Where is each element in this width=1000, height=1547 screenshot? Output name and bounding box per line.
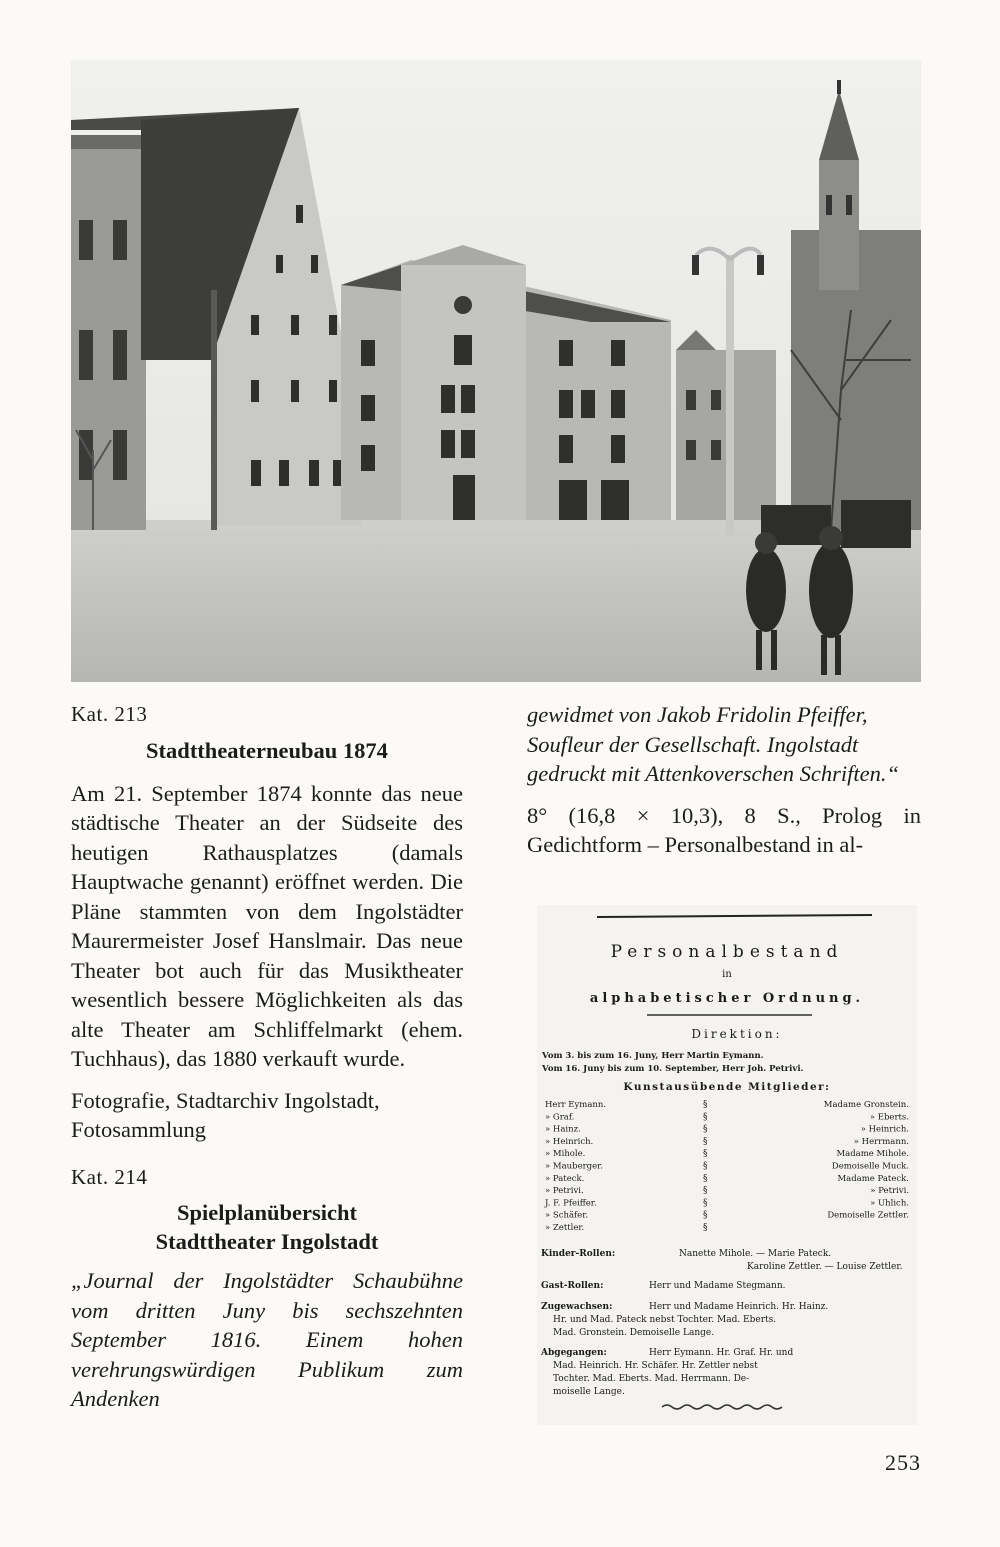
page-number: 253 [885, 1450, 921, 1475]
clip-left-member: » Mihole. [545, 1149, 586, 1160]
clip-zugewachsen-3: Mad. Gronstein. Demoiselle Lange. [553, 1328, 715, 1338]
clip-abgegangen-label: Abgegangen: [541, 1348, 607, 1358]
clip-zugewachsen-2: Hr. und Mad. Pateck nebst Tochter. Mad. Eberts. [553, 1315, 777, 1325]
clip-left-member: J. F. Pfeiffer. [545, 1198, 597, 1209]
catalog-number-214: Kat. 214 [71, 1164, 148, 1189]
clip-right-member: » Heinrich. [860, 1124, 909, 1135]
catalog-title-214-line1: Spielplanübersicht [176, 1200, 358, 1225]
clip-right-member: » Uhlich. [870, 1198, 909, 1209]
clip-right-member: Demoiselle Zettler. [827, 1210, 909, 1221]
clip-right-member: Madame Pateck. [837, 1173, 909, 1184]
clip-brace-mark: § [703, 1112, 708, 1123]
clip-kinder-label: Kinder-Rollen: [541, 1249, 616, 1259]
clip-left-member: Herr Eymann. [545, 1100, 607, 1110]
clip-brace-mark: § [703, 1210, 708, 1221]
clip-heading2: in [722, 969, 732, 980]
clip-left-member: » Schäfer. [545, 1210, 589, 1221]
clip-gast-1: Herr und Madame Stegmann. [649, 1281, 786, 1291]
clip-left-member: » Hainz. [545, 1124, 581, 1135]
right-column [527, 700, 921, 860]
clip-heading3: alphabetischer Ordnung. [589, 991, 865, 1006]
clip-brace-mark: § [703, 1149, 708, 1160]
clip-left-member: » Heinrich. [545, 1136, 594, 1147]
catalog-source-213: Fotografie, Stadtarchiv Ingolstadt, Fotosammlung [71, 1087, 380, 1142]
clip-gast-label: Gast-Rollen: [541, 1281, 604, 1291]
catalog-quote-214: „Journal der Ingolstädter Schaubühne vom dritten Juny bis sechszehnten September 1816. Einem hohen verehrungswürdigen Publikum zum Andenken [71, 1268, 463, 1411]
clip-direktion: Direktion: [691, 1027, 783, 1041]
clip-brace-mark: § [703, 1161, 708, 1172]
clip-brace-mark: § [703, 1100, 708, 1110]
document-clipping [537, 905, 917, 1425]
catalog-title-213: Stadttheaterneubau 1874 [146, 737, 388, 763]
theatre-photo [71, 60, 921, 682]
clip-left-member: » Petrivi. [545, 1186, 584, 1197]
clip-members-head: Kunstausübende Mitglieder: [623, 1081, 831, 1093]
clip-brace-mark: § [703, 1136, 708, 1147]
clip-kinder-2: Karoline Zettler. — Louise Zettler. [747, 1262, 903, 1272]
catalog-title-214-line2: Stadttheater Ingolstadt [155, 1229, 379, 1254]
clip-left-member: » Pateck. [545, 1173, 585, 1184]
clip-zugewachsen-label: Zugewachsen: [541, 1302, 613, 1312]
clip-right-member: Demoiselle Muck. [831, 1161, 909, 1172]
clip-left-member: » Mauberger. [545, 1161, 603, 1172]
left-column [71, 700, 463, 1414]
clip-kinder-1: Nanette Mihole. — Marie Pateck. [679, 1249, 832, 1259]
clip-abgegangen-2: Mad. Heinrich. Hr. Schäfer. Hr. Zettler nebst [553, 1361, 758, 1371]
clip-right-member: Madame Gronstein. [823, 1100, 909, 1110]
clip-brace-mark: § [703, 1124, 708, 1135]
clip-left-member: » Graf. [545, 1112, 575, 1123]
clip-brace-mark: § [703, 1173, 708, 1184]
clip-right-member: » Petrivi. [870, 1186, 909, 1197]
clip-dir-line1: Vom 3. bis zum 16. Juny, Herr Martin Eymann. [542, 1051, 764, 1061]
clip-brace-mark: § [703, 1223, 708, 1233]
clip-brace-mark: § [703, 1186, 708, 1197]
clip-braces [703, 1100, 708, 1233]
catalog-body-213: Am 21. September 1874 konnte das neue städtische Theater an der Südseite des heutigen Rathausplatzes (damals Hauptwache genannt) eröffnet werden. Die Pläne stammten von dem Ingolstädter Maurermeister Josef Hanslmair. Das neue Theater bot auch für das Musiktheater wesentlich bessere Möglichkeiten als das alte Theater am Schliffelmarkt (ehem. Tuchhaus), das 1880 verkauft wurde. [71, 780, 463, 1071]
clip-abgegangen-1: Herr Eymann. Hr. Graf. Hr. und [649, 1348, 794, 1358]
clip-dir-line2: Vom 16. Juny bis zum 10. September, Herr Joh. Petrivi. [542, 1064, 804, 1074]
catalog-title-214 [71, 1198, 463, 1256]
catalog-number-213: Kat. 213 [71, 702, 148, 726]
clip-brace-mark: § [703, 1198, 708, 1209]
clip-heading1: Personalbestand [610, 942, 844, 962]
clip-zugewachsen-1: Herr und Madame Heinrich. Hr. Hainz. [649, 1302, 829, 1312]
clip-abgegangen-3: Tochter. Mad. Eberts. Mad. Herrmann. De- [553, 1374, 750, 1384]
catalog-details-214: 8° (16,8 × 10,3), 8 S., Prolog in Gedichtform – Personalbestand in al- [527, 802, 921, 857]
clip-left-member: » Zettler. [545, 1223, 585, 1233]
clip-right-member: » Eberts. [869, 1112, 909, 1123]
clip-right-member: » Herrmann. [853, 1136, 909, 1147]
catalog-quote-214-continued: gewidmet von Jakob Fridolin Pfeiffer, Soufleur der Gesellschaft. Ingolstadt gedruckt mit Attenkoverschen Schriften.“ [527, 702, 899, 786]
clip-right-member: Madame Mihole. [836, 1149, 909, 1160]
clip-abgegangen-4: moiselle Lange. [553, 1387, 625, 1397]
